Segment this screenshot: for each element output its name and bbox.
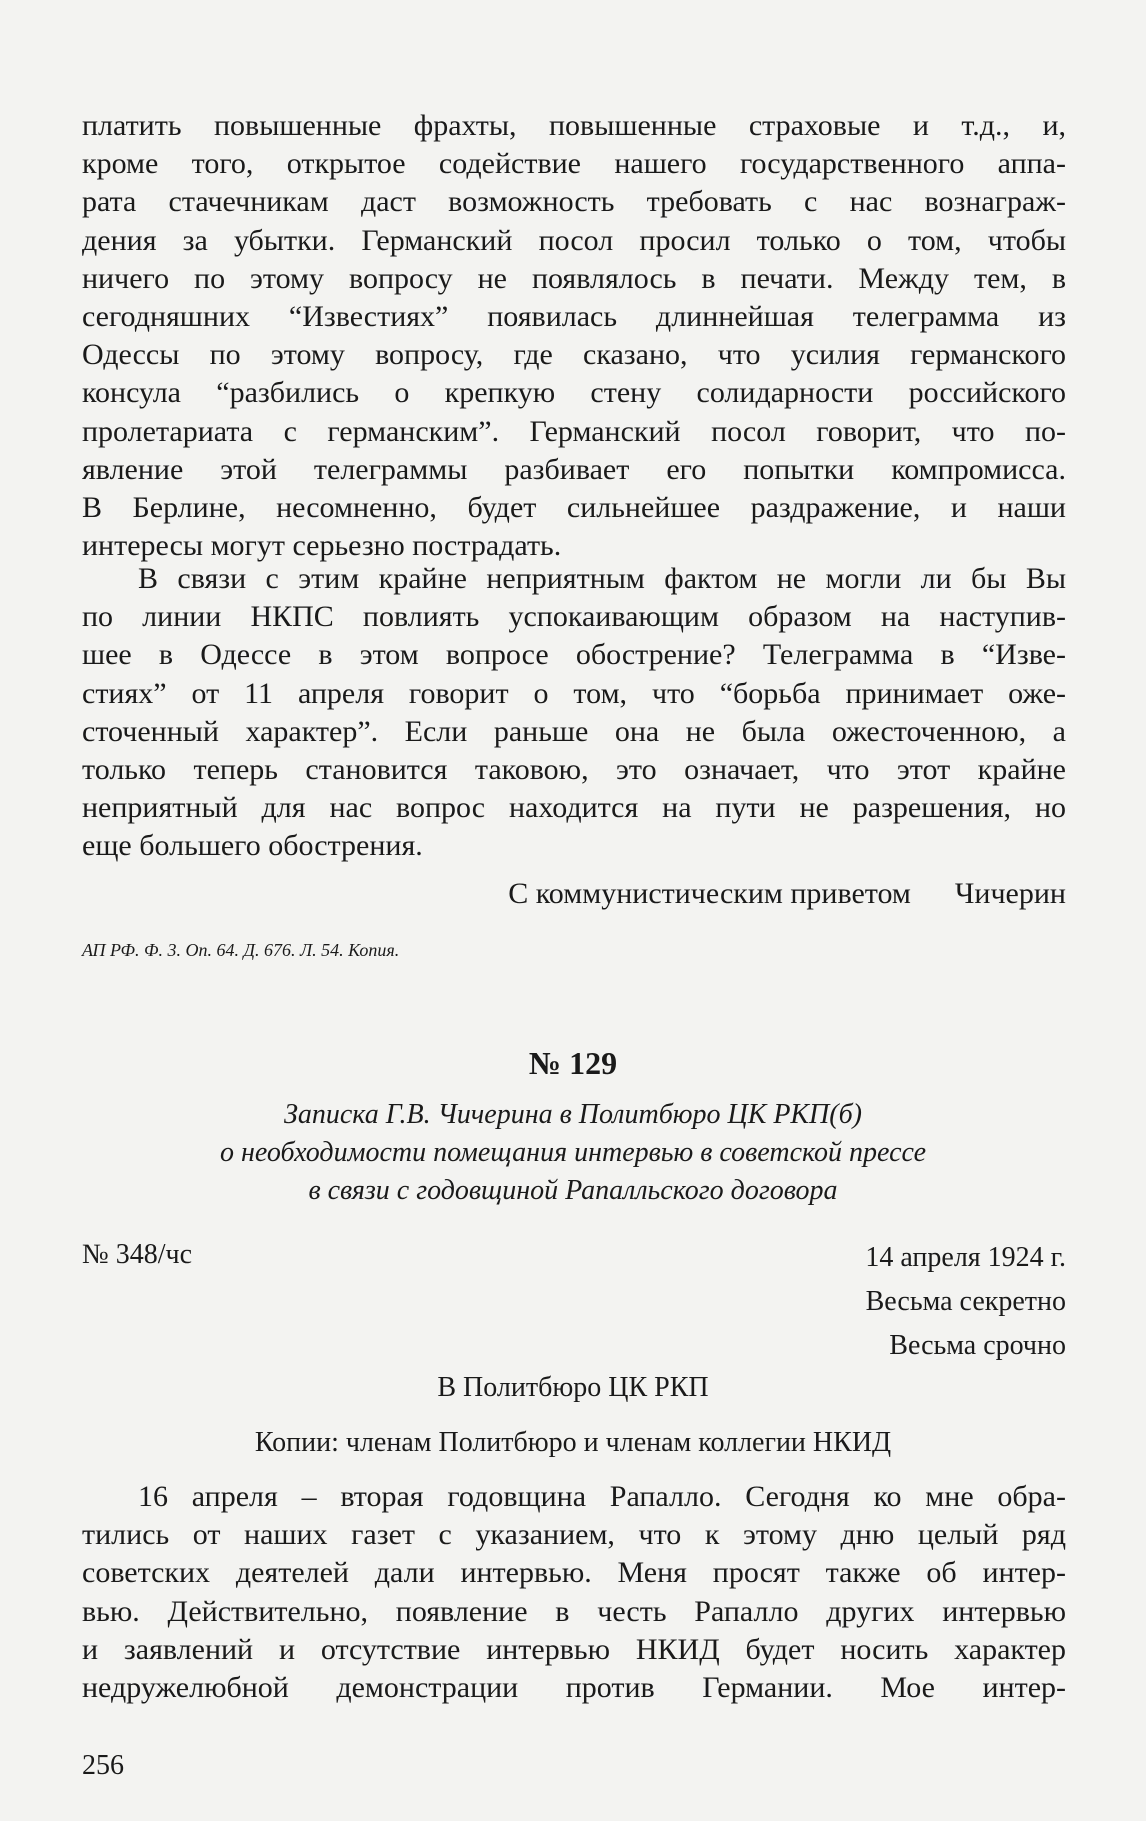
text-line: консула “разбились о крепкую стену солидарности российского: [82, 376, 1066, 410]
text-line: интересы могут серьезно пострадать.: [82, 529, 562, 563]
text-line: сегодняшних “Известиях” появилась длиннейшая телеграмма из: [82, 300, 1066, 334]
text-line: недружелюбной демонстрации против Германии. Мое интер-: [82, 1671, 1066, 1705]
text-line: шее в Одессе в этом вопросе обострение? Телеграмма в “Изве-: [82, 638, 1066, 672]
text-line: рата стачечникам даст возможность требовать с нас вознаграж-: [82, 185, 1066, 219]
registration-number: № 348/чс: [82, 1239, 193, 1270]
document-number: № 129: [528, 1045, 618, 1081]
paragraph: [82, 107, 1066, 565]
signoff: [508, 875, 1066, 913]
text-line: неприятный для нас вопрос находится на пути не разрешения, но: [82, 791, 1066, 825]
text-line: и заявлений и отсутствие интервью НКИД будет носить характер: [82, 1632, 1066, 1666]
memo-body: [82, 1478, 1066, 1707]
paragraph: [82, 560, 1066, 866]
closing-greeting: С коммунистическим приветом: [508, 877, 911, 910]
copies-recipients: Копии: членам Политбюро и членам коллегии НКИД: [254, 1427, 892, 1458]
text-line: кроме того, открытое содействие нашего государственного аппа-: [82, 147, 1066, 181]
document-title: [0, 1096, 1146, 1210]
title-line: Записка Г.В. Чичерина в Политбюро ЦК РКП(б): [284, 1099, 862, 1130]
archive-source-citation: АП РФ. Ф. 3. Оп. 64. Д. 676. Л. 54. Копия.: [82, 940, 400, 960]
text-line: В Берлине, несомненно, будет сильнейшее раздражение, и наши: [82, 491, 1066, 525]
text-line: В связи с этим крайне неприятным фактом не могли ли бы Вы: [138, 562, 1066, 595]
letter-body-continuation: [82, 107, 1066, 565]
text-line: ничего по этому вопросу не появлялось в печати. Между тем, в: [82, 261, 1066, 295]
secrecy-stamp: Весьма секретно: [865, 1286, 1066, 1317]
title-line: о необходимости помещания интервью в советской прессе: [219, 1137, 927, 1168]
text-line: советских деятелей дали интервью. Меня просят также об интер-: [82, 1556, 1066, 1590]
urgency-stamp: Весьма срочно: [889, 1330, 1066, 1361]
text-line: платить повышенные фрахты, повышенные страховые и т.д., и,: [82, 109, 1066, 142]
paragraph: [82, 1478, 1066, 1707]
text-line: Одессы по этому вопросу, где сказано, что усилия германского: [82, 338, 1066, 372]
text-line: вью. Действительно, появление в честь Рапалло других интервью: [82, 1594, 1066, 1628]
signature-name: Чичерин: [954, 877, 1066, 910]
text-line: еще большего обострения.: [82, 829, 423, 863]
page-number: 256: [82, 1750, 124, 1781]
document-meta: [865, 1236, 1066, 1368]
letter-body-paragraph-2: [82, 560, 1066, 866]
text-line: по линии НКПС повлиять успокаивающим образом на наступив-: [82, 600, 1066, 634]
text-line: стиях” от 11 апреля говорит о том, что “борьба принимает оже-: [82, 676, 1066, 710]
text-line: 16 апреля – вторая годовщина Рапалло. Сегодня ко мне обра-: [138, 1480, 1066, 1513]
text-line: только теперь становится таковою, это означает, что этот крайне: [82, 753, 1066, 787]
text-line: пролетариата с германским”. Германский посол говорит, что по-: [82, 414, 1066, 448]
text-line: сточенный характер”. Если раньше она не была ожесточенною, а: [82, 714, 1066, 748]
document-date: 14 апреля 1924 г.: [865, 1242, 1066, 1273]
title-line: в связи с годовщиной Рапалльского договора: [308, 1175, 838, 1206]
text-line: дения за убытки. Германский посол просил только о том, чтобы: [82, 223, 1066, 257]
addressee: В Политбюро ЦК РКП: [437, 1372, 709, 1403]
text-line: явление этой телеграммы разбивает его попытки компромисса.: [82, 452, 1066, 486]
text-line: тились от наших газет с указанием, что к этому дню целый ряд: [82, 1518, 1066, 1552]
